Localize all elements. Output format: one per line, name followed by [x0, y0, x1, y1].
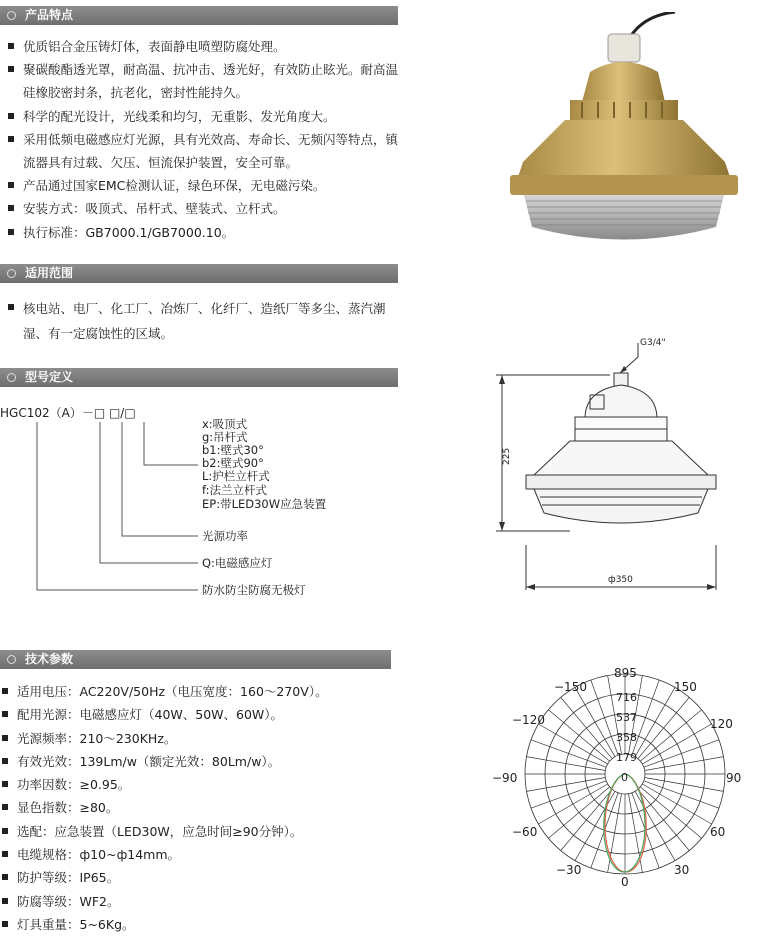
grid-spoke [632, 793, 659, 868]
angle-label: −60 [512, 825, 538, 839]
section-header-model [0, 368, 398, 387]
grid-spoke [628, 794, 642, 873]
radial-label: 895 [614, 666, 637, 680]
list-item: 选配：应急装置（LED30W，应急时间≥90分钟）。 [0, 820, 480, 843]
angle-label: −90 [492, 771, 518, 785]
grid-spoke [591, 680, 618, 755]
bullet-circle-icon [7, 269, 16, 278]
list-item: 采用低频电磁感应灯光源，具有光效高、寿命长、无频闪等特点，镇流器具有过载、欠压、恒流保护装置，安全可靠。 [6, 128, 404, 174]
grid-spoke [645, 777, 724, 791]
mount-option: f:法兰立杆式 [202, 483, 268, 497]
list-item: 适用电压：AC220V/50Hz（电压宽度：160～270V）。 [0, 680, 480, 703]
model-code-diagram [0, 400, 400, 610]
list-item: 有效光效：139Lm/w（额定光效：80Lm/w）。 [0, 750, 480, 773]
angle-label: 150 [674, 680, 697, 694]
list-item: 安装方式：吸顶式、吊杆式、壁装式、立杆式。 [6, 197, 404, 220]
list-item: 功率因数：≥0.95。 [0, 773, 480, 796]
lamp-photo [490, 12, 759, 257]
mount-option: g:吊杆式 [202, 430, 248, 444]
grid-spoke [527, 757, 606, 771]
mount-option: b2:壁式90° [202, 456, 264, 470]
angle-label: 60 [710, 825, 726, 839]
angle-label: −30 [556, 863, 582, 877]
features-list [6, 35, 404, 244]
radial-label: 179 [616, 751, 637, 764]
grid-spoke [531, 781, 606, 808]
section-header-features [0, 6, 398, 25]
specs-list [0, 680, 480, 936]
grid-spoke [531, 740, 606, 767]
section-header-scope [0, 264, 398, 283]
radial-label: 358 [616, 731, 637, 744]
angle-label: 120 [710, 717, 733, 731]
product-type-label: 防水防尘防腐无极灯 [202, 583, 306, 597]
list-item: 灯具重量：5~6Kg。 [0, 913, 480, 936]
lamp-type-label: Q:电磁感应灯 [202, 556, 273, 570]
list-item: 科学的配光设计，光线柔和均匀，无重影、发光角度大。 [6, 105, 404, 128]
scope-list [6, 296, 404, 346]
section-title: 产品特点 [25, 8, 74, 22]
angle-label: 90 [726, 771, 742, 785]
thread-label: G3/4" [640, 338, 666, 348]
mount-option: x:吸顶式 [202, 417, 248, 431]
angle-label: −120 [512, 713, 545, 727]
grid-spoke [527, 777, 606, 791]
bullet-circle-icon [7, 11, 16, 20]
grid-spoke [644, 781, 719, 808]
grid-spoke [644, 740, 719, 767]
section-title: 技术参数 [25, 652, 74, 666]
list-item: 防护等级：IP65。 [0, 866, 480, 889]
radial-label: 0 [621, 771, 628, 784]
list-item: 电缆规格：ф10~ф14mm。 [0, 843, 480, 866]
mount-option: b1:壁式30° [202, 443, 264, 457]
polar-light-distribution-chart [490, 660, 759, 937]
power-label: 光源功率 [202, 529, 248, 543]
mount-option: L:护栏立杆式 [202, 469, 270, 483]
bullet-circle-icon [7, 655, 16, 664]
angle-label: −150 [554, 680, 587, 694]
mount-option: EP:带LED30W应急装置 [202, 497, 327, 511]
height-label: 225 [502, 447, 512, 465]
dimension-drawing [490, 335, 740, 600]
section-title: 型号定义 [25, 370, 74, 384]
model-code: HGC102（A）－□ □/□ [0, 406, 136, 420]
list-item: 防腐等级：WF2。 [0, 890, 480, 913]
bullet-circle-icon [7, 373, 16, 382]
diameter-label: ф350 [608, 575, 633, 585]
radial-label: 716 [616, 691, 637, 704]
grid-spoke [591, 793, 618, 868]
angle-label: 0 [621, 875, 629, 889]
list-item: 聚碳酸酯透光罩，耐高温、抗冲击、透光好，有效防止眩光。耐高温硅橡胶密封条，抗老化，密封性能持久。 [6, 58, 404, 104]
section-title: 适用范围 [25, 266, 74, 280]
grid-spoke [645, 757, 724, 771]
list-item: 执行标准：GB7000.1/GB7000.10。 [6, 221, 404, 244]
list-item: 优质铝合金压铸灯体，表面静电喷塑防腐处理。 [6, 35, 404, 58]
list-item: 核电站、电厂、化工厂、冶炼厂、化纤厂、造纸厂等多尘、蒸汽潮湿、有一定腐蚀性的区域。 [6, 296, 404, 346]
grid-spoke [608, 794, 622, 873]
list-item: 光源频率：210～230KHz。 [0, 727, 480, 750]
list-item: 显色指数：≥80。 [0, 796, 480, 819]
section-header-specs [0, 650, 391, 669]
list-item: 配用光源：电磁感应灯（40W、50W、60W）。 [0, 703, 480, 726]
angle-label: 30 [674, 863, 690, 877]
list-item: 产品通过国家EMC检测认证，绿色环保，无电磁污染。 [6, 174, 404, 197]
radial-label: 537 [616, 711, 637, 724]
